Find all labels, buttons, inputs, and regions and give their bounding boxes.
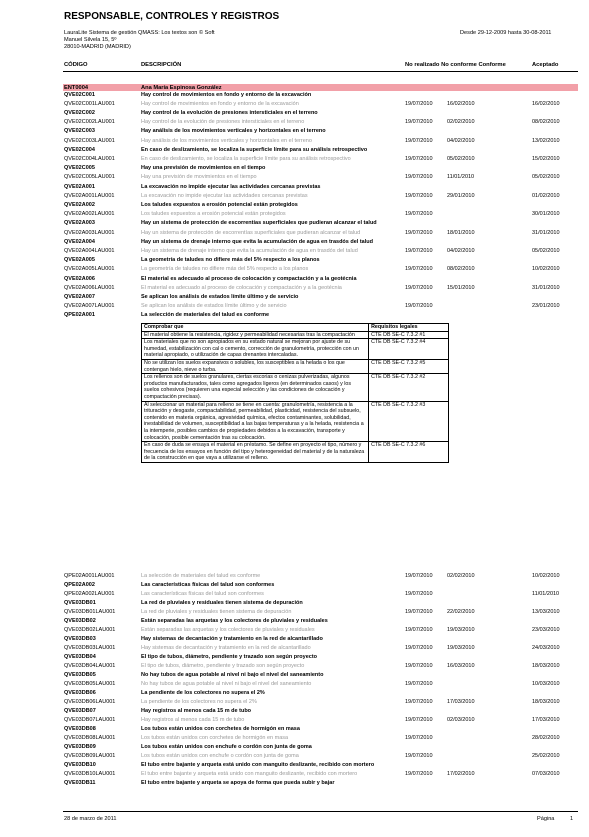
row-description: Hay un sistema de protección de escorrentías superficiales que pudieran alcanzar el talud — [141, 229, 361, 236]
control-row — [0, 202, 589, 209]
row-date-accepted: 08/02/2010 — [532, 119, 560, 126]
control-row — [0, 147, 589, 154]
row-date-accepted: 10/02/2010 — [532, 266, 560, 273]
row-date-conforme: 19/03/2010 — [447, 627, 475, 633]
row-date-not-done: 19/07/2010 — [405, 119, 433, 126]
row-date-conforme: 19/03/2010 — [447, 645, 475, 651]
row-code: QVE03DB07LAU001 — [64, 717, 116, 723]
record-row — [0, 717, 589, 724]
row-code: QVE03DB10LAU001 — [64, 771, 116, 777]
row-description: La pendiente de los colectores no supera el 2% — [141, 690, 265, 696]
row-code: QVE02C003 — [64, 128, 95, 135]
row-date-accepted: 18/03/2010 — [532, 699, 560, 705]
row-date-not-done: 19/07/2010 — [405, 247, 433, 254]
row-code: QVE02A005 — [64, 257, 95, 264]
row-date-accepted: 11/01/2010 — [532, 591, 560, 597]
requirements-table — [141, 323, 449, 463]
row-code: QVE03DB06LAU001 — [64, 699, 116, 705]
row-date-conforme: 02/02/2010 — [447, 119, 475, 126]
row-date-conforme: 22/02/2010 — [447, 609, 475, 615]
control-row — [0, 184, 589, 191]
header-rule — [63, 71, 578, 72]
row-date-conforme: 17/03/2010 — [447, 699, 475, 705]
row-date-conforme: 08/02/2010 — [447, 266, 475, 273]
row-description: Las características físicas del talud son conformes — [141, 582, 275, 588]
record-row — [0, 735, 589, 742]
row-description: Hay sistemas de decantación y tratamiento en la red de alcantarillado — [141, 636, 323, 642]
record-row — [0, 771, 589, 778]
row-description: Hay control de la evolución de presiones intersticiales en el terreno — [141, 109, 318, 116]
column-header-status: No realizado No conforme Conforme — [405, 62, 506, 68]
row-code: QVE03DB05 — [64, 672, 96, 678]
row-date-not-done: 19/07/2010 — [405, 771, 433, 777]
row-date-conforme: 05/02/2010 — [447, 155, 475, 162]
record-row — [0, 138, 589, 145]
row-code: QVE03DB03LAU001 — [64, 645, 116, 651]
control-row — [0, 92, 589, 99]
entity-name: Ana María Espinosa González — [141, 84, 222, 91]
row-description: El tipo de tubos, diámetro, pendiente y trazado son según proyecto — [141, 654, 318, 660]
requirement-reference: CTE DB SE-C 7.3.2 #4 — [369, 339, 449, 360]
row-description: Hay registros al menos cada 15 m de tubo — [141, 717, 245, 723]
row-code: QVE03DB09LAU001 — [64, 753, 116, 759]
row-date-not-done: 19/07/2010 — [405, 627, 433, 633]
row-date-accepted: 18/03/2010 — [532, 663, 560, 669]
requirement-row — [142, 339, 449, 360]
row-description: La selección de materiales del talud es conforme — [141, 573, 261, 579]
row-code: QVE02C003LAU001 — [64, 137, 115, 144]
control-row — [0, 708, 589, 715]
row-description: Los taludes expuestos a erosión potencial están protegidos — [141, 201, 298, 208]
row-description: Hay análisis de los movimientos verticales y horizontales en el terreno — [141, 128, 326, 135]
record-row — [0, 266, 589, 273]
row-description: Están separadas las arquetas y los colectores de pluviales y residuales — [141, 618, 328, 624]
row-description: La red de pluviales y residuales tienen sistema de depuración — [141, 609, 292, 615]
row-code: QVE02C004 — [64, 146, 95, 153]
row-date-accepted: 25/02/2010 — [532, 753, 560, 759]
row-date-accepted: 01/02/2010 — [532, 192, 560, 199]
row-code: QVE03DB06 — [64, 690, 96, 696]
control-row — [0, 257, 589, 264]
record-row — [0, 573, 589, 580]
requirement-reference: CTE DB SE-C 7.3.2 #2 — [369, 374, 449, 401]
company-line: 28010-MADRID (MADRID) — [64, 44, 131, 51]
row-code: QVE02A002 — [64, 201, 95, 208]
row-code: QVE02C001LAU001 — [64, 100, 115, 107]
entity-code: ENT0004 — [64, 84, 89, 91]
record-row — [0, 193, 589, 200]
row-date-accepted: 31/01/2010 — [532, 229, 560, 236]
requirement-row — [142, 331, 449, 339]
row-date-accepted: 31/01/2010 — [532, 284, 560, 291]
row-description: El material es adecuado al proceso de colocación y compactación y a la geotécnia — [141, 284, 342, 291]
row-code: QVE03DB09 — [64, 744, 96, 750]
column-header-code: CÓDIGO — [64, 62, 88, 68]
row-date-conforme: 11/01/2010 — [447, 174, 475, 181]
control-row — [0, 165, 589, 172]
row-date-conforme: 15/01/2010 — [447, 284, 475, 291]
company-line: Manuel Silvela 15, 5º — [64, 37, 117, 44]
row-description: Los taludes expuestos a erosión potencial están protegidos — [141, 211, 286, 218]
row-code: QVE02A001LAU001 — [64, 192, 115, 199]
record-row — [0, 663, 589, 670]
control-row — [0, 276, 589, 283]
row-description: Hay sistemas de decantación y tratamiento en la red de alcantarillado — [141, 645, 311, 651]
record-row — [0, 248, 589, 255]
control-row — [0, 239, 589, 246]
entity-row — [64, 84, 222, 91]
row-description: La geometría de taludes no difiere más del 5% respecto a los planos — [141, 257, 320, 264]
row-description: La excavación no impide ejecutar las actividades cercanas previstas — [141, 183, 321, 190]
row-code: QPE02A001 — [64, 312, 95, 319]
row-description: En caso de deslizamiento, se localiza la superficie límite para su análisis retrospectivo — [141, 146, 368, 153]
row-description: Los tubos están unidos con corchetes de hormigón en masa — [141, 726, 300, 732]
control-row — [0, 672, 589, 679]
row-date-not-done: 19/07/2010 — [405, 284, 433, 291]
row-date-conforme: 04/02/2010 — [447, 137, 475, 144]
row-date-not-done: 19/07/2010 — [405, 137, 433, 144]
record-row — [0, 285, 589, 292]
control-row — [0, 110, 589, 117]
row-date-conforme: 02/02/2010 — [447, 573, 475, 579]
control-row — [0, 780, 589, 787]
row-date-conforme: 18/01/2010 — [447, 229, 475, 236]
row-date-accepted: 05/02/2010 — [532, 247, 560, 254]
row-code: QVE02A004 — [64, 238, 95, 245]
control-row — [0, 128, 589, 135]
control-row — [0, 618, 589, 625]
row-description: Hay análisis de los movimientos verticales y horizontales en el terreno — [141, 137, 312, 144]
row-description: La pendiente de los colectores no supera el 2% — [141, 699, 257, 705]
row-date-accepted: 10/02/2010 — [532, 573, 560, 579]
footer-page-number: 1 — [570, 816, 574, 822]
row-date-not-done: 19/07/2010 — [405, 609, 433, 615]
row-description: Los tubos están unidos con enchufe o cordón con junta de goma — [141, 744, 312, 750]
row-code: QVE02A006 — [64, 275, 95, 282]
row-date-not-done: 19/07/2010 — [405, 717, 433, 723]
row-date-accepted: 28/02/2010 — [532, 735, 560, 741]
row-date-accepted: 15/02/2010 — [532, 155, 560, 162]
requirement-text: Los rellenos son de suelos granulares, ciertas escorias o cenizas pulverizadas, algunos productos manufacturados, tales como agregados ligeros (en determinados casos) y los suelos cohesivos (requieren una especial selección y las condiciones de colocación y compactación precisas). — [142, 374, 369, 401]
row-code: QVE03DB02 — [64, 618, 96, 624]
row-description: No hay tubos de agua potable al nivel ni bajo el nivel del saneamiento — [141, 681, 312, 687]
date-range: Desde 29-12-2009 hasta 30-08-2011 — [460, 30, 552, 36]
row-date-not-done: 19/07/2010 — [405, 591, 433, 597]
row-description: Hay un sistema de drenaje interno que evita la acumulación de agua en trasdós del talud — [141, 247, 358, 254]
row-date-not-done: 19/07/2010 — [405, 100, 433, 107]
row-date-accepted: 17/03/2010 — [532, 717, 560, 723]
row-code: QVE02A007 — [64, 293, 95, 300]
row-date-accepted: 30/01/2010 — [532, 211, 560, 218]
row-code: QPE02A001LAU001 — [64, 573, 115, 579]
row-code: QVE02C005LAU001 — [64, 174, 115, 181]
row-date-conforme: 02/03/2010 — [447, 717, 475, 723]
row-code: QVE02A006LAU001 — [64, 284, 115, 291]
requirement-text: En caso de duda se ensaya el material en préstamo. Se define en proyecto el tipo, número y frecuencia de los ensayos en función del tipo y heterogeneidad del material y de la naturaleza de la construcción en que vaya a utilizarse el relleno. — [142, 442, 369, 463]
row-description: Los tubos están unidos con enchufe o cordón con junta de goma — [141, 753, 299, 759]
row-description: Hay control de movimientos en fondo y entorno de la excavación — [141, 91, 312, 98]
record-row — [0, 230, 589, 237]
row-description: Hay un sistema de drenaje interno que evita la acumulación de agua en trasdós del talud — [141, 238, 373, 245]
row-code: QVE03DB11 — [64, 780, 96, 786]
row-date-conforme: 16/03/2010 — [447, 663, 475, 669]
row-code: QVE03DB08LAU001 — [64, 735, 116, 741]
row-description: El tipo de tubos, diámetro, pendiente y trazado son según proyecto — [141, 663, 305, 669]
row-code: QVE02A003 — [64, 220, 95, 227]
row-description: La selección de materiales del talud es conforme — [141, 312, 270, 319]
row-code: QVE02C005 — [64, 165, 95, 172]
control-row — [0, 600, 589, 607]
column-header-description: DESCRIPCIÓN — [141, 62, 182, 68]
row-date-accepted: 23/03/2010 — [532, 627, 560, 633]
requirements-header — [142, 324, 449, 332]
row-description: Se aplican los análisis de estados límite último y de servicio — [141, 293, 299, 300]
row-description: En caso de deslizamiento, se localiza la superficie límite para su análisis retrospectivo — [141, 155, 351, 162]
record-row — [0, 753, 589, 760]
row-description: Los tubos están unidos con corchetes de hormigón en masa — [141, 735, 289, 741]
row-date-not-done: 19/07/2010 — [405, 303, 433, 310]
record-row — [0, 211, 589, 218]
requirements-body — [142, 331, 449, 462]
row-description: Están separadas las arquetas y los colectores de pluviales y residuales — [141, 627, 315, 633]
row-description: No hay tubos de agua potable al nivel ni bajo el nivel del saneamiento — [141, 672, 324, 678]
row-date-accepted: 13/02/2010 — [532, 137, 560, 144]
row-date-accepted: 05/02/2010 — [532, 174, 560, 181]
row-code: QVE03DB01 — [64, 600, 96, 606]
row-date-not-done: 19/07/2010 — [405, 735, 433, 741]
requirement-reference: CTE DB SE-C 7.3.2 #6 — [369, 442, 449, 463]
requirement-text: No se utilizan los suelos expansivos o solubles, los susceptibles a la helada o los que contengan hielo, nieve o turba. — [142, 359, 369, 373]
record-row — [0, 174, 589, 181]
row-date-not-done: 19/07/2010 — [405, 699, 433, 705]
row-code: QVE03DB05LAU001 — [64, 681, 116, 687]
row-date-not-done: 19/07/2010 — [405, 211, 433, 218]
row-date-not-done: 19/07/2010 — [405, 753, 433, 759]
record-row — [0, 681, 589, 688]
record-row — [0, 101, 589, 108]
row-date-not-done: 19/07/2010 — [405, 155, 433, 162]
control-row — [0, 636, 589, 643]
row-code: QVE03DB07 — [64, 708, 96, 714]
row-description: Hay control de movimientos en fondo y entorno de la excavación — [141, 100, 299, 107]
requirement-row — [142, 374, 449, 401]
row-date-conforme: 16/02/2010 — [447, 100, 475, 107]
row-description: El material es adecuado al proceso de colocación y compactación y a la geotécnia — [141, 275, 357, 282]
requirement-row — [142, 401, 449, 442]
row-code: QVE02A005LAU001 — [64, 266, 115, 273]
row-code: QVE02A001 — [64, 183, 95, 190]
row-description: Hay registros al menos cada 15 m de tubo — [141, 708, 252, 714]
row-description: El tubo entre bajante y arqueta se apoya de forma que pueda subir y bajar — [141, 780, 335, 786]
row-date-not-done: 19/07/2010 — [405, 681, 433, 687]
row-code: QVE02A004LAU001 — [64, 247, 115, 254]
requirement-row — [142, 442, 449, 463]
requirement-text: Al seleccionar un material para relleno se tiene en cuenta: granulometría, resistencia a la trituración y desgaste, compactabilidad, permeabilidad, plasticidad, resistencia del subsuelo, contenido en materia orgánica, agresividad química, efectos contaminantes, solubilidad, inestabilidad de volumen, susceptibilidad a las bajas temperaturas y a la helada, resistencia a la intemperie, posibles cambios de propiedades debidos a la excavación, transporte y colocación, posible cementación tras su colocación. — [142, 401, 369, 442]
record-row — [0, 119, 589, 126]
requirement-reference: CTE DB SE-C 7.3.2 #3 — [369, 401, 449, 442]
row-date-not-done: 19/07/2010 — [405, 663, 433, 669]
report-title: RESPONSABLE, CONTROLES Y REGISTROS — [64, 11, 280, 22]
company-line: LauraLite Sistema de gestión QMASS: Los textos son © Soft — [64, 30, 215, 36]
control-row — [0, 690, 589, 697]
row-date-not-done: 19/07/2010 — [405, 266, 433, 273]
row-date-accepted: 16/02/2010 — [532, 100, 560, 107]
record-row — [0, 699, 589, 706]
row-code: QVE02C004LAU001 — [64, 155, 115, 162]
row-description: Hay control de la evolución de presiones intersticiales en el terreno — [141, 119, 305, 126]
row-code: QVE02A007LAU001 — [64, 303, 115, 310]
requirement-reference: CTE DB SE-C 7.3.2 #1 — [369, 331, 449, 339]
control-row — [0, 312, 589, 319]
row-date-accepted: 13/03/2010 — [532, 609, 560, 615]
row-description: Hay una previsión de movimientos en el tiempo — [141, 165, 266, 172]
row-code: QVE02A002LAU001 — [64, 211, 115, 218]
row-date-accepted: 07/03/2010 — [532, 771, 560, 777]
company-info — [64, 30, 215, 52]
requirements-header-legal: Requisitos legales — [369, 324, 449, 332]
row-code: QVE02C002 — [64, 109, 95, 116]
control-row — [0, 220, 589, 227]
row-description: El tubo entre bajante y arqueta está unido con manguito deslizante, recibido con mortero — [141, 762, 375, 768]
row-code: QVE03DB02LAU001 — [64, 627, 116, 633]
requirement-reference: CTE DB SE-C 7.3.2 #5 — [369, 359, 449, 373]
row-date-not-done: 19/07/2010 — [405, 645, 433, 651]
row-description: La geometría de taludes no difiere más del 5% respecto a los planos — [141, 266, 309, 273]
row-code: QVE02A003LAU001 — [64, 229, 115, 236]
row-date-conforme: 17/02/2010 — [447, 771, 475, 777]
row-description: El tubo entre bajante y arqueta está unido con manguito deslizante, recibido con mortero — [141, 771, 358, 777]
row-code: QVE03DB10 — [64, 762, 96, 768]
row-code: QVE03DB08 — [64, 726, 96, 732]
row-code: QPE02A002LAU001 — [64, 591, 115, 597]
record-row — [0, 609, 589, 616]
row-code: QVE02C002LAU001 — [64, 119, 115, 126]
row-date-conforme: 29/01/2010 — [447, 192, 475, 199]
record-row — [0, 156, 589, 163]
row-description: Hay una previsión de movimientos en el tiempo — [141, 174, 257, 181]
requirement-text: Los materiales que no son apropiados en su estado natural se mejoran por ajuste de su humedad, estabilización con cal o cemento, corrección de granulometría, protección con un material apropiado, o utilización de capas drenantes intercaladas. — [142, 339, 369, 360]
row-description: Hay un sistema de protección de escorrentías superficiales que pudieran alcanzar el talud — [141, 220, 377, 227]
control-row — [0, 582, 589, 589]
control-row — [0, 744, 589, 751]
row-code: QVE03DB01LAU001 — [64, 609, 116, 615]
footer-rule — [63, 811, 578, 812]
row-date-accepted: 23/01/2010 — [532, 303, 560, 310]
footer-date: 28 de marzo de 2011 — [64, 816, 117, 822]
row-code: QVE03DB04LAU001 — [64, 663, 116, 669]
requirement-row — [142, 359, 449, 373]
row-date-not-done: 19/07/2010 — [405, 229, 433, 236]
control-row — [0, 294, 589, 301]
row-code: QVE03DB04 — [64, 654, 96, 660]
requirement-text: El material obtiene la resistencia, rigidez y permeabilidad necesarias tras la compactación — [142, 331, 369, 339]
row-code: QVE02C001 — [64, 91, 95, 98]
column-header-accepted: Aceptado — [532, 62, 559, 68]
row-code: QVE03DB03 — [64, 636, 96, 642]
row-code: QPE02A002 — [64, 582, 95, 588]
row-date-accepted: 10/03/2010 — [532, 681, 560, 687]
record-row — [0, 627, 589, 634]
row-description: Las características físicas del talud son conformes — [141, 591, 264, 597]
row-description: La excavación no impide ejecutar las actividades cercanas previstas — [141, 192, 308, 199]
control-row — [0, 726, 589, 733]
control-row — [0, 762, 589, 769]
row-date-conforme: 04/02/2010 — [447, 247, 475, 254]
record-row — [0, 591, 589, 598]
row-date-not-done: 19/07/2010 — [405, 192, 433, 199]
row-description: La red de pluviales y residuales tienen sistema de depuración — [141, 600, 303, 606]
row-description: Se aplican los análisis de estados límite último y de servicio — [141, 303, 287, 310]
footer-page-label: Página — [537, 816, 555, 822]
control-row — [0, 654, 589, 661]
requirements-header-check: Comprobar que — [142, 324, 369, 332]
record-row — [0, 645, 589, 652]
row-date-accepted: 24/03/2010 — [532, 645, 560, 651]
row-date-not-done: 19/07/2010 — [405, 573, 433, 579]
row-date-not-done: 19/07/2010 — [405, 174, 433, 181]
record-row — [0, 303, 589, 310]
